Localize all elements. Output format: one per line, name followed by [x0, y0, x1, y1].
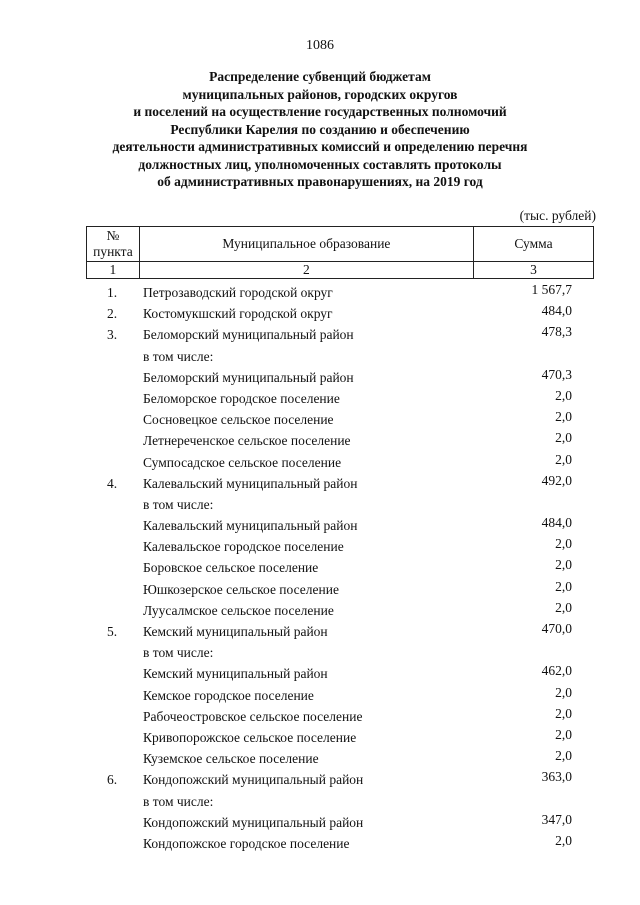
- table-row: [86, 494, 594, 515]
- table-row: [86, 324, 594, 345]
- table-row: [86, 303, 594, 324]
- row-sum: 470,0: [541, 621, 572, 636]
- row-name: Сумпосадское сельское поселение: [143, 454, 342, 470]
- table-row: [86, 579, 594, 600]
- row-name: Рабочеостровское сельское поселение: [143, 708, 363, 724]
- table-row: [86, 282, 594, 303]
- table-row: [86, 748, 594, 769]
- column-header-number-line2: пункта: [93, 244, 133, 259]
- row-sum: 2,0: [555, 832, 572, 848]
- row-name: Кривопорожское сельское поселение: [143, 729, 357, 745]
- row-name: Петрозаводский городской округ: [143, 285, 333, 300]
- title-line: Республики Карелия по созданию и обеспечению: [170, 121, 470, 137]
- row-sum: 1 567,7: [531, 282, 572, 297]
- row-name: Кемский муниципальный район: [143, 624, 328, 639]
- row-sum: 2,0: [555, 451, 572, 467]
- column-header-name: Муниципальное образование: [139, 227, 473, 262]
- row-name: Калевальский муниципальный район: [143, 475, 358, 491]
- title-line: об административных правонарушениях, на 2019 год: [157, 174, 483, 189]
- row-sum: 2,0: [555, 599, 572, 615]
- table-row: [86, 833, 594, 854]
- row-name: Сосновецкое сельское поселение: [143, 412, 334, 428]
- row-name: в том числе:: [143, 645, 214, 661]
- row-sum: 492,0: [541, 472, 572, 488]
- table-row: [86, 388, 594, 409]
- row-sum: 2,0: [555, 578, 572, 594]
- column-index-2: 2: [139, 262, 473, 279]
- row-sum: 2,0: [555, 726, 572, 742]
- row-sum: 347,0: [541, 811, 572, 827]
- table-row: [86, 685, 594, 706]
- title-line: должностных лиц, уполномоченных составлять протоколы: [138, 156, 502, 172]
- row-sum: 484,0: [541, 303, 572, 319]
- row-sum: 2,0: [555, 536, 572, 552]
- row-number: 2.: [106, 306, 118, 322]
- table-row: [86, 727, 594, 748]
- row-sum: 478,3: [541, 324, 572, 340]
- row-number: 4.: [106, 475, 118, 491]
- table-row: [86, 769, 594, 790]
- column-header-number-line1: №: [106, 228, 120, 243]
- title-line: деятельности административных комиссий и определению перечня: [112, 139, 528, 154]
- table-row: [86, 812, 594, 833]
- table-row: [86, 791, 594, 812]
- row-sum: 2,0: [555, 705, 572, 721]
- column-index-1: 1: [87, 262, 140, 279]
- row-name: Кондопожский муниципальный район: [143, 772, 364, 788]
- row-name: Калевальский муниципальный район: [143, 518, 358, 534]
- column-header-sum: Сумма: [473, 227, 593, 262]
- row-number: 6.: [106, 772, 118, 788]
- row-sum: 2,0: [555, 430, 572, 446]
- row-sum: 2,0: [555, 684, 572, 700]
- table-row: [86, 706, 594, 727]
- row-sum: 470,3: [541, 366, 572, 382]
- row-sum: 462,0: [541, 663, 572, 679]
- title-line: Распределение субвенций бюджетам: [209, 69, 431, 84]
- table-body: [86, 282, 594, 854]
- row-name: в том числе:: [143, 793, 214, 809]
- table-header: [86, 226, 594, 279]
- table-row: [86, 663, 594, 684]
- row-name: Калевальское городское поселение: [143, 539, 344, 555]
- row-sum: 2,0: [555, 557, 572, 573]
- row-sum: 484,0: [541, 515, 572, 531]
- row-sum: 363,0: [541, 769, 572, 785]
- document-title: [60, 68, 580, 191]
- table-row: [86, 367, 594, 388]
- row-name: Куземское сельское поселение: [143, 751, 319, 767]
- table-row: [86, 409, 594, 430]
- title-line: муниципальных районов, городских округов: [182, 86, 458, 102]
- row-number: 3.: [106, 327, 118, 343]
- table-row: [86, 430, 594, 451]
- row-name: Беломорский муниципальный район: [143, 327, 354, 343]
- table-row: [86, 515, 594, 536]
- table-row: [86, 600, 594, 621]
- row-name: Летнереченское сельское поселение: [143, 433, 351, 449]
- row-name: в том числе:: [143, 348, 214, 364]
- row-number: 1.: [106, 285, 118, 300]
- column-index-3: 3: [473, 262, 593, 279]
- row-sum: 2,0: [555, 409, 572, 425]
- units-label: (тыс. рублей): [519, 208, 596, 223]
- row-name: Юшкозерское сельское поселение: [143, 581, 339, 597]
- table-row: [86, 557, 594, 578]
- table-row: [86, 621, 594, 642]
- row-name: Кемское городское поселение: [143, 687, 314, 703]
- page-number: 1086: [306, 38, 334, 53]
- title-line: и поселений на осуществление государственных полномочий: [133, 104, 507, 119]
- table-row: [86, 473, 594, 494]
- row-name: Беломорский муниципальный район: [143, 369, 354, 385]
- row-name: Боровское сельское поселение: [143, 560, 319, 576]
- row-name: Кемский муниципальный район: [143, 666, 328, 682]
- row-name: Беломорское городское поселение: [143, 390, 340, 406]
- table-row: [86, 642, 594, 663]
- row-sum: 2,0: [555, 748, 572, 764]
- table-row: [86, 452, 594, 473]
- row-number: 5.: [106, 624, 118, 639]
- column-header-number: [87, 227, 140, 262]
- table-row: [86, 346, 594, 367]
- table-row: [86, 536, 594, 557]
- row-name: Кондопожский муниципальный район: [143, 814, 364, 830]
- row-sum: 2,0: [555, 387, 572, 403]
- row-name: в том числе:: [143, 496, 214, 512]
- row-name: Костомукшский городской округ: [143, 306, 333, 322]
- row-name: Луусалмское сельское поселение: [143, 602, 334, 618]
- row-name: Кондопожское городское поселение: [143, 835, 350, 851]
